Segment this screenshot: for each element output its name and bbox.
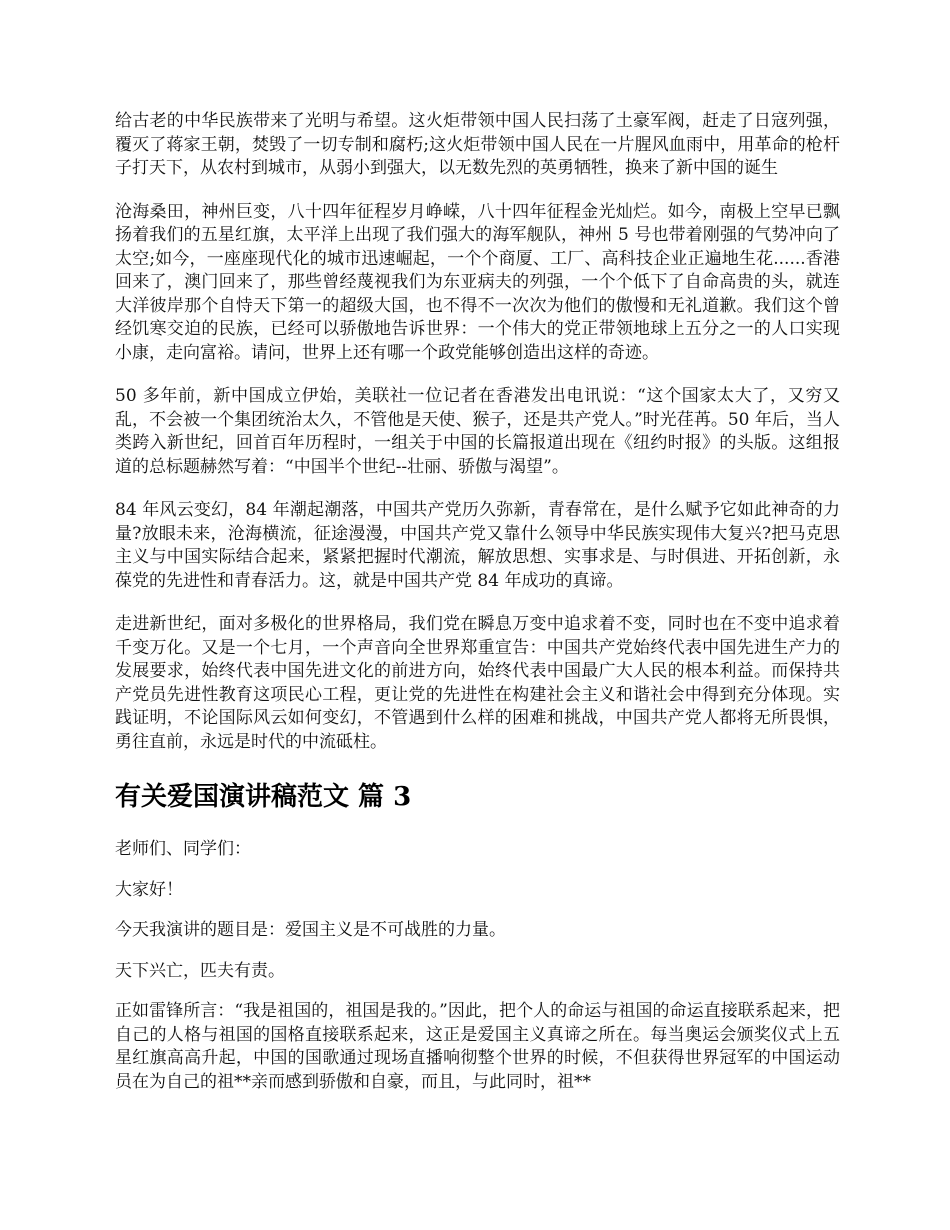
document-page (115, 110, 840, 1114)
paragraph-new-century: 走进新世纪，面对多极化的世界格局，我们党在瞬息万变中追求着不变，同时也在不变中追求着千变万化。又是一个七月，一个声音向全世界郑重宣告：中国共产党始终代表中国先进生产力的发展要求，始终代表中国先进文化的前进方向，始终代表中国最广大人民的根本利益。而保持共产党员先进性教育这项民心工程，更让党的先进性在构建社会主义和谐社会中得到充分体现。实践证明，不论国际风云如何变幻，不管遇到什么样的困难和挑战，中国共产党人都将无所畏惧，勇往直前，永远是时代的中流砥柱。 (115, 614, 840, 752)
paragraph-changes: 沧海桑田，神州巨变，八十四年征程岁月峥嵘，八十四年征程金光灿烂。如今，南极上空早已飘扬着我们的五星红旗，太平洋上出现了我们强大的海军舰队，神州 5 号也带着刚强的气势冲向了太空;如今，一座座现代化的城市迅速崛起，一个个商厦、工厂、高科技企业正遍地生花......香港回来了，澳门回来了，那些曾经蔑视我们为东亚病夫的列强，一个个低下了自命高贵的头，就连大洋彼岸那个自恃天下第一的超级大国，也不得不一次次为他们的傲慢和无礼道歉。我们这个曾经饥寒交迫的民族，已经可以骄傲地告诉世界：一个伟大的党正带领地球上五分之一的人口实现小康，走向富裕。请问，世界上还有哪一个政党能够创造出这样的奇迹。 (115, 201, 840, 363)
section-heading: 有关爱国演讲稿范文 篇 3 (115, 782, 412, 812)
greeting-line: 老师们、同学们： (115, 839, 251, 859)
paragraph-lei-feng: 正如雷锋所言：“我是祖国的，祖国是我的。”因此，把个人的命运与祖国的命运直接联系起来，把自己的人格与祖国的国格直接联系起来，这正是爱国主义真谛之所在。每当奥运会颁奖仪式上五星红旗高高升起，中国的国歌通过现场直播响彻整个世界的时候，不但获得世界冠军的中国运动员在为自己的祖**亲而感到骄傲和自豪，而且，与此同时，祖** (115, 1001, 840, 1092)
proverb-line: 天下兴亡，匹夫有责。 (115, 960, 285, 981)
paragraph-torch: 给古老的中华民族带来了光明与希望。这火炬带领中国人民扫荡了土豪军阀，赶走了日寇列强，覆灭了蒋家王朝，焚毁了一切专制和腐朽;这火炬带领中国人民在一片腥风血雨中，用革命的枪杆子打天下，从农村到城市，从弱小到强大，以无数先烈的英勇牺牲，换来了新中国的诞生 (115, 111, 840, 178)
paragraph-eighty-four-years: 84 年风云变幻，84 年潮起潮落，中国共产党历久弥新，青春常在，是什么赋予它如此神奇的力量?放眼未来，沧海横流，征途漫漫，中国共产党又靠什么领导中华民族实现伟大复兴?把马克思主义与中国实际结合起来，紧紧把握时代潮流，解放思想、实事求是、与时俱进、开拓创新，永葆党的先进性和青春活力。这，就是中国共产党 84 年成功的真谛。 (115, 500, 840, 591)
paragraph-fifty-years: 50 多年前，新中国成立伊始，美联社一位记者在香港发出电讯说：“这个国家太大了，又穷又乱，不会被一个集团统治太久，不管他是天使、猴子，还是共产党人。”时光荏苒。50 年后，当人类跨入新世纪，回首百年历程时，一组关于中国的长篇报道出现在《纽约时报》的头版。这组报道的总标题赫然写着：“中国半个世纪--壮丽、骄傲与渴望”。 (115, 386, 840, 477)
hello-line: 大家好！ (115, 879, 183, 900)
topic-line: 今天我演讲的题目是：爱国主义是不可战胜的力量。 (115, 920, 506, 940)
